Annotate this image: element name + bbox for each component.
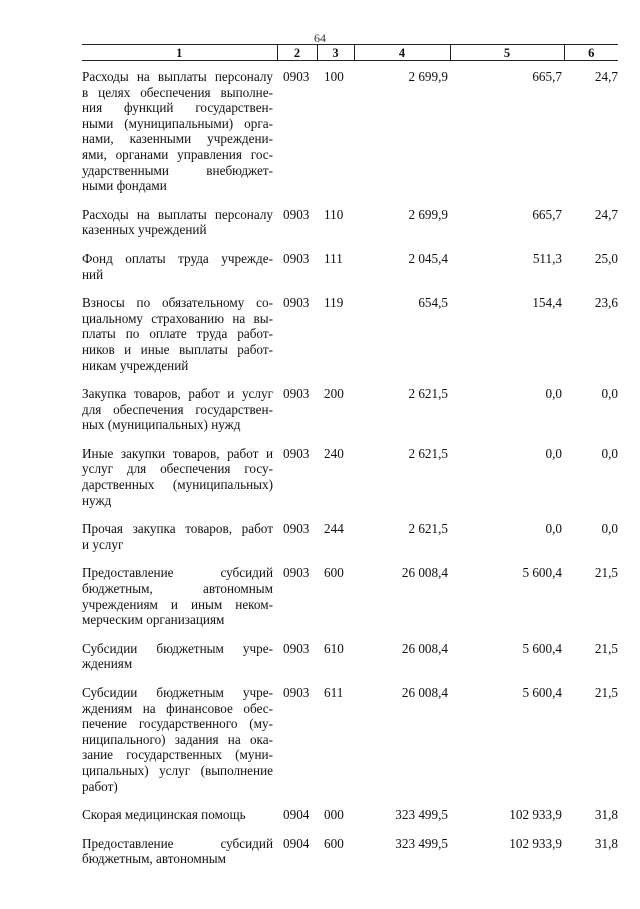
- row-name: [82, 61, 277, 207]
- row-name-line: в целях обеспечения выполне-: [82, 84, 273, 100]
- table-row: [82, 207, 618, 251]
- execution-percent: 31,8: [594, 807, 618, 823]
- execution-percent: 24,7: [594, 206, 618, 222]
- header-row: [82, 45, 618, 61]
- plan-amount: 2 621,5: [408, 521, 448, 537]
- header-col-5: 5: [450, 45, 564, 61]
- executed-amount: 511,3: [532, 250, 562, 266]
- expense-type-code: 244: [324, 521, 344, 537]
- row-name: [82, 446, 277, 521]
- executed-amount: 5 600,4: [522, 640, 562, 656]
- header-col-6: 6: [564, 45, 618, 61]
- row-name-line: Предоставление субсидий: [82, 565, 273, 581]
- execution-percent: 24,7: [594, 69, 618, 84]
- header-col-3: 3: [317, 45, 354, 61]
- row-name: [82, 251, 277, 295]
- table-row: [82, 446, 618, 521]
- section-code: 0903: [283, 445, 310, 461]
- row-name-line: ципальных) услуг (выполнение: [82, 762, 273, 778]
- section-code: 0903: [283, 250, 310, 266]
- plan-amount: 2 045,4: [408, 250, 448, 266]
- execution-percent: 25,0: [594, 250, 618, 266]
- row-name-line: дарственных (муниципальных): [82, 477, 273, 493]
- expense-type-code: 111: [324, 250, 343, 266]
- header-col-1: 1: [82, 45, 277, 61]
- plan-amount: 26 008,4: [401, 685, 448, 700]
- expense-type-code: 100: [324, 69, 344, 84]
- plan-amount: 26 008,4: [401, 565, 448, 581]
- row-name-line: Прочая закупка товаров, работ: [82, 521, 273, 537]
- executed-amount: 102 933,9: [509, 835, 562, 851]
- row-name-line: и услуг: [82, 536, 124, 552]
- table-row: [82, 521, 618, 565]
- row-name-line: Расходы на выплаты персоналу: [82, 206, 273, 222]
- expense-type-code: 610: [324, 640, 344, 656]
- section-code: 0903: [283, 521, 310, 537]
- row-name-line: Взносы по обязательному со-: [82, 295, 273, 311]
- row-name-line: ждениям на финансовое обес-: [82, 700, 273, 716]
- expense-type-code: 110: [324, 206, 344, 222]
- budget-table: [82, 44, 618, 880]
- execution-percent: 0,0: [601, 386, 618, 402]
- row-name-line: ников и иные выплаты работ-: [82, 341, 273, 357]
- row-name: [82, 836, 277, 880]
- expense-type-code: 240: [324, 445, 344, 461]
- header-col-2: 2: [277, 45, 317, 61]
- row-name-line: казенных учреждений: [82, 222, 207, 238]
- table-row: [82, 295, 618, 386]
- row-name-line: ний: [82, 266, 104, 282]
- execution-percent: 23,6: [594, 295, 618, 311]
- row-name-line: печение государственного (му-: [82, 716, 273, 732]
- row-name-line: ных (муниципальных) нужд: [82, 417, 241, 433]
- expense-type-code: 611: [324, 685, 344, 700]
- plan-amount: 323 499,5: [395, 835, 448, 851]
- section-code: 0903: [283, 295, 310, 311]
- table-row: [82, 807, 618, 836]
- row-name-line: нами, казенными учреждени-: [82, 131, 273, 147]
- section-code: 0903: [283, 69, 310, 84]
- row-name: [82, 207, 277, 251]
- executed-amount: 0,0: [545, 521, 562, 537]
- section-code: 0903: [283, 565, 310, 581]
- section-code: 0904: [283, 807, 310, 823]
- row-name-line: услуг для обеспечения госу-: [82, 461, 273, 477]
- section-code: 0903: [283, 206, 310, 222]
- execution-percent: 0,0: [601, 521, 618, 537]
- row-name-line: Субсидии бюджетным учре-: [82, 685, 273, 700]
- execution-percent: 21,5: [594, 685, 618, 700]
- row-name-line: учреждениям и иным неком-: [82, 596, 273, 612]
- row-name-line: Фонд оплаты труда учрежде-: [82, 250, 273, 266]
- row-name-line: зание государственных (муни-: [82, 747, 273, 763]
- row-name-line: Предоставление субсидий: [82, 835, 273, 851]
- row-name-line: ударственными внебюджет-: [82, 162, 273, 178]
- row-name-line: ными фондами: [82, 178, 167, 194]
- executed-amount: 665,7: [532, 206, 562, 222]
- row-name-line: Закупка товаров, работ и услуг: [82, 386, 273, 402]
- executed-amount: 5 600,4: [522, 685, 562, 700]
- execution-percent: 0,0: [601, 445, 618, 461]
- row-name: [82, 565, 277, 640]
- executed-amount: 102 933,9: [509, 807, 562, 823]
- plan-amount: 2 621,5: [408, 386, 448, 402]
- plan-amount: 654,5: [418, 295, 448, 311]
- table-header: [82, 45, 618, 61]
- section-code: 0904: [283, 835, 310, 851]
- expense-type-code: 200: [324, 386, 344, 402]
- row-name-line: никам учреждений: [82, 357, 189, 373]
- plan-amount: 2 699,9: [408, 69, 448, 84]
- section-code: 0903: [283, 685, 310, 700]
- row-name-line: ями, органами управления гос-: [82, 146, 273, 162]
- table-row: [82, 641, 618, 685]
- executed-amount: 154,4: [532, 295, 562, 311]
- row-name-line: циальному страхованию на вы-: [82, 310, 273, 326]
- row-name-line: Расходы на выплаты персоналу: [82, 69, 273, 84]
- execution-percent: 31,8: [594, 835, 618, 851]
- row-name-line: ния функций государствен-: [82, 100, 273, 116]
- row-name: [82, 295, 277, 386]
- executed-amount: 665,7: [532, 69, 562, 84]
- plan-amount: 323 499,5: [395, 807, 448, 823]
- section-code: 0903: [283, 386, 310, 402]
- table-row: [82, 685, 618, 807]
- expense-type-code: 600: [324, 835, 344, 851]
- plan-amount: 2 699,9: [408, 206, 448, 222]
- table-row: [82, 251, 618, 295]
- execution-percent: 21,5: [594, 565, 618, 581]
- row-name-line: Иные закупки товаров, работ и: [82, 445, 273, 461]
- row-name-line: работ): [82, 778, 118, 794]
- row-name: [82, 521, 277, 565]
- row-name-line: бюджетным, автономным: [82, 851, 226, 867]
- row-name-line: для обеспечения государствен-: [82, 401, 273, 417]
- table-row: [82, 836, 618, 880]
- row-name: [82, 386, 277, 446]
- expense-type-code: 119: [324, 295, 344, 311]
- row-name-line: мерческим организациям: [82, 612, 225, 628]
- plan-amount: 26 008,4: [401, 640, 448, 656]
- row-name-line: ниципального) задания на ока-: [82, 731, 273, 747]
- section-code: 0903: [283, 640, 310, 656]
- executed-amount: 0,0: [545, 445, 562, 461]
- row-name-line: нужд: [82, 492, 112, 508]
- row-name: [82, 641, 277, 685]
- row-name-line: Скорая медицинская помощь: [82, 807, 246, 823]
- row-name-line: платы по оплате труда работ-: [82, 326, 273, 342]
- row-name: [82, 807, 277, 836]
- expense-type-code: 600: [324, 565, 344, 581]
- table-row: [82, 61, 618, 207]
- execution-percent: 21,5: [594, 640, 618, 656]
- header-col-4: 4: [354, 45, 450, 61]
- table-body: [82, 61, 618, 880]
- page-number: 64: [314, 31, 326, 45]
- table-row: [82, 386, 618, 446]
- executed-amount: 5 600,4: [522, 565, 562, 581]
- expense-type-code: 000: [324, 807, 344, 823]
- plan-amount: 2 621,5: [408, 445, 448, 461]
- row-name-line: ждениям: [82, 656, 133, 672]
- row-name-line: ными (муниципальными) орга-: [82, 115, 273, 131]
- table-row: [82, 565, 618, 640]
- executed-amount: 0,0: [545, 386, 562, 402]
- row-name-line: бюджетным, автономным: [82, 581, 273, 597]
- row-name: [82, 685, 277, 807]
- row-name-line: Субсидии бюджетным учре-: [82, 640, 273, 656]
